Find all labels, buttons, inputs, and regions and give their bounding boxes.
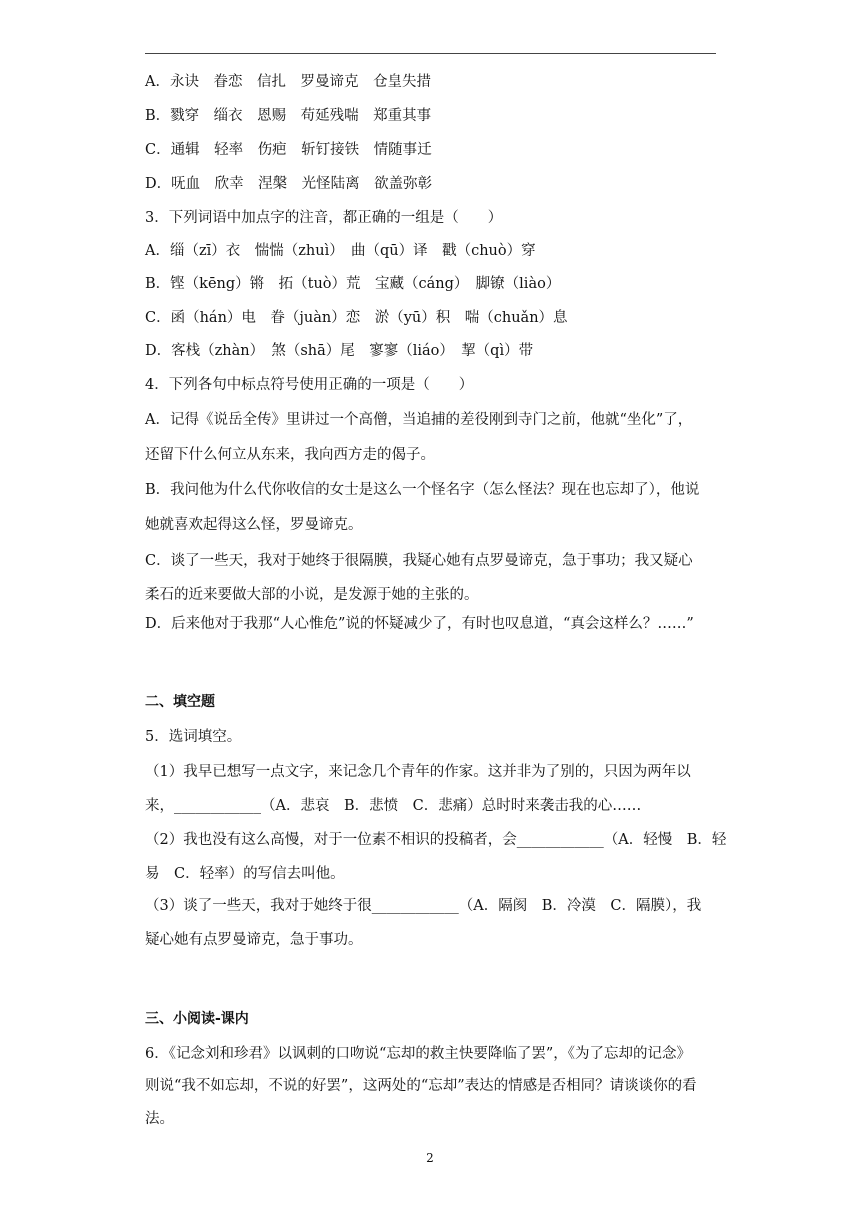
section-heading: 二、填空题: [145, 694, 215, 710]
question-line: 6．《记念刘和珍君》以讽刺的口吻说“忘却的救主快要降临了罢”，《为了忘却的记念》: [145, 1046, 692, 1062]
option-line: 她就喜欢起得这么怪，罗曼谛克。: [145, 517, 363, 533]
text-line: 法。: [145, 1111, 174, 1127]
text-line: （1）我早已想写一点文字，来记念几个青年的作家。这并非为了别的，只因为两年以: [145, 764, 691, 780]
option-line: C．函（hán）电 眷（juàn）恋 淤（yū）积 喘（chuǎn）息: [145, 310, 568, 326]
text-line: （2）我也没有这么高慢，对于一位素不相识的投稿者，会____________（A．轻慢 B．轻: [145, 832, 727, 848]
question-line: 5．选词填空。: [145, 729, 242, 745]
option-line: A．缁（zī）衣 惴惴（zhuì） 曲（qū）译 戳（chuò）穿: [145, 243, 536, 259]
option-line: 还留下什么何立从东来，我向西方走的偈子。: [145, 447, 435, 463]
option-line: B．我问他为什么代你收信的女士是这么一个怪名字（怎么怪法？现在也忘却了），他说: [145, 482, 700, 498]
question-line: 4．下列各句中标点符号使用正确的一项是（ ）: [145, 377, 474, 393]
text-line: （3）谈了一些天，我对于她终于很____________（A．隔阂 B．冷漠 C．隔膜），我: [145, 898, 702, 914]
page-number: 2: [426, 1151, 434, 1165]
text-line: 来，____________（A．悲哀 B．悲愤 C．悲痛）总时时来袭击我的心……: [145, 798, 642, 814]
text-line: 易 C．轻率）的写信去叫他。: [145, 866, 345, 882]
option-line: A．永诀 眷恋 信扎 罗曼谛克 仓皇失措: [145, 74, 431, 90]
text-line: 疑心她有点罗曼谛克，急于事功。: [145, 932, 363, 948]
option-line: 柔石的近来要做大部的小说，是发源于她的主张的。: [145, 587, 479, 603]
question-line: 3．下列词语中加点字的注音，都正确的一组是（ ）: [145, 210, 503, 226]
option-line: D．客栈（zhàn） 煞（shā）尾 寥寥（liáo） 挈（qì）带: [145, 343, 534, 359]
option-line: D．呒血 欣幸 涅槃 光怪陆离 欲盖弥彰: [145, 176, 433, 192]
option-line: C．通辑 轻率 伤疤 斩钉接铁 情随事迁: [145, 142, 432, 158]
option-line: B．铿（kēng）锵 拓（tuò）荒 宝藏（cáng） 脚镣（liào）: [145, 276, 561, 292]
option-line: D．后来他对于我那“人心惟危”说的怀疑减少了，有时也叹息道，“真会这样么？……”: [145, 616, 694, 632]
section-heading: 三、小阅读-课内: [145, 1011, 249, 1027]
option-line: A．记得《说岳全传》里讲过一个高僧，当追捕的差役刚到寺门之前，他就“坐化”了，: [145, 412, 693, 428]
header-rule: [145, 53, 716, 54]
option-line: B．戮穿 缁衣 恩赐 苟延残喘 郑重其事: [145, 108, 432, 124]
option-line: C．谈了一些天，我对于她终于很隔膜，我疑心她有点罗曼谛克，急于事功；我又疑心: [145, 553, 693, 569]
text-line: 则说“我不如忘却，不说的好罢”，这两处的“忘却”表达的情感是否相同？请谈谈你的看: [145, 1078, 697, 1094]
